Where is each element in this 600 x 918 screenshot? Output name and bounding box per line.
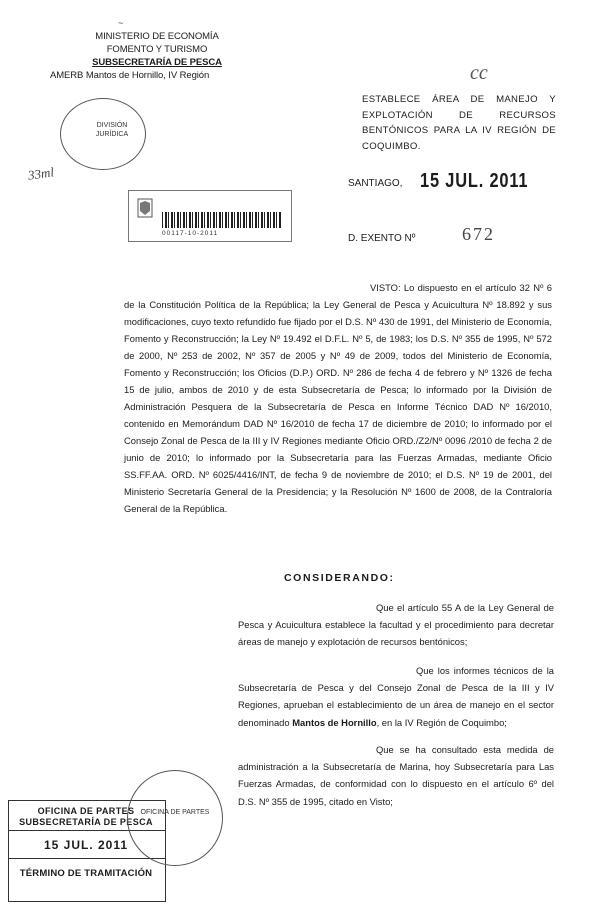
decree-number: 672 xyxy=(462,224,495,244)
partes-round-stamp-text: OFICINA DE PARTES xyxy=(140,809,210,816)
barcode xyxy=(162,212,282,228)
partes-round-stamp xyxy=(127,770,223,866)
city-label: SANTIAGO, xyxy=(348,178,403,189)
decree-date: 15 JUL. 2011 xyxy=(420,170,529,192)
crest-icon xyxy=(134,195,156,225)
decree-subject: ESTABLECE ÁREA DE MANEJO Y EXPLOTACIÓN DE RECURSOS BENTÓNICOS PARA LA IV REGIÓN DE COQUIMBO. xyxy=(362,94,556,152)
page-mark: cc xyxy=(470,62,488,84)
margin-handwritten-note: 33ml xyxy=(27,164,55,183)
barcode-number: 00117-10-2011 xyxy=(162,230,219,237)
p2-text-a: Que los informes técnicos de la Subsecretaría de Pesca y del Consejo Zonal de Pesca de la III y IV Regiones, aprueban el establecimiento de un área de manejo en el sector denominado xyxy=(238,665,554,728)
considerando-heading: CONSIDERANDO: xyxy=(284,572,395,584)
letterhead xyxy=(50,30,252,82)
letterhead-fomento: FOMENTO Y TURISMO xyxy=(106,44,208,55)
oficina-partes-subsecretaria: SUBSECRETARÍA DE PESCA xyxy=(19,817,153,827)
letterhead-subsecretaria: SUBSECRETARÍA DE PESCA xyxy=(92,57,222,68)
considerando-paragraph-1: Que el artículo 55 A de la Ley General de Pesca y Acuicultura establece la facultad y el procedimiento para decretar áreas de manejo y explotación de recursos bentónicos; xyxy=(238,602,554,648)
top-handwritten-number: ~ xyxy=(118,18,125,28)
oficina-partes-date: 15 JUL. 2011 xyxy=(43,838,129,852)
considerando-paragraph-3: Que se ha consultado esta medida de administración a la Subsecretaría de Marina, hoy Subsecretaría para Las Fuerzas Armadas, de conformidad con lo dispuesto en el artículo 6º del D.S. Nº 355 de 1995, citado en Visto; xyxy=(238,744,554,807)
letterhead-ministry: MINISTERIO DE ECONOMÍA xyxy=(95,31,219,42)
termino-tramitacion: TÉRMINO DE TRAMITACIÓN xyxy=(19,868,153,879)
oficina-partes-title: OFICINA DE PARTES xyxy=(37,806,135,816)
division-juridica-stamp-text: DIVISIÓN JURÍDICA xyxy=(95,122,129,138)
considerando-paragraph-2 xyxy=(238,662,554,731)
letterhead-amerb: AMERB Mantos de Hornillo, IV Región xyxy=(50,70,210,81)
oficina-divider-2 xyxy=(8,858,166,859)
p2-sector-name: Mantos de Hornillo xyxy=(292,716,377,728)
visto-paragraph: VISTO: Lo dispuesto en el artículo 32 Nº 6 de la Constitución Política de la República; la Ley General de Pesca y Acuicultura Nº 18.892 y sus modificaciones, cuyo texto refundido fue fijado por el D.S. Nº 430 de 1991, del Ministerio de Economía, Fomento y Reconstrucción; la Ley Nº 19.492 el D.F.L. Nº 5, de 1983; los D.S. Nº 355 de 1995, Nº 572 de 2000, Nº 253 de 2002, Nº 357 de 2005 y Nº 49 de 2009, todos del Ministerio de Economía, Fomento y Reconstrucción; los Oficios (D.P.) ORD. Nº 286 de fecha 4 de febrero y Nº 1326 de fecha 15 de julio, ambos de 2010 y de esta Subsecretaría de Pesca; lo informado por la División de Administración Pesquera de la Subsecretaría de Pesca en Informe Técnico DAD Nº 16/2010, contenido en Memorándum DAD Nº 16/2010 de fecha 17 de diciembre de 2010; lo informado por el Consejo Zonal de Pesca de la III y IV Regiones mediante Oficio ORD./Z2/Nº 0096 /2010 de fecha 2 de junio de 2010; lo informado por la Subsecretaría para las Fuerzas Armadas, mediante Oficio SS.FF.AA. ORD. Nº 6025/4416/INT, de fecha 9 de noviembre de 2010; el D.S. Nº 19 de 2001, del Ministerio Secretaría General de la Presidencia; y la Resolución Nº 1600 de 2008, de la Contraloría General de la República. xyxy=(124,282,552,514)
decree-label: D. EXENTO Nº xyxy=(348,233,416,244)
p2-text-c: , en la IV Región de Coquimbo; xyxy=(376,716,507,728)
